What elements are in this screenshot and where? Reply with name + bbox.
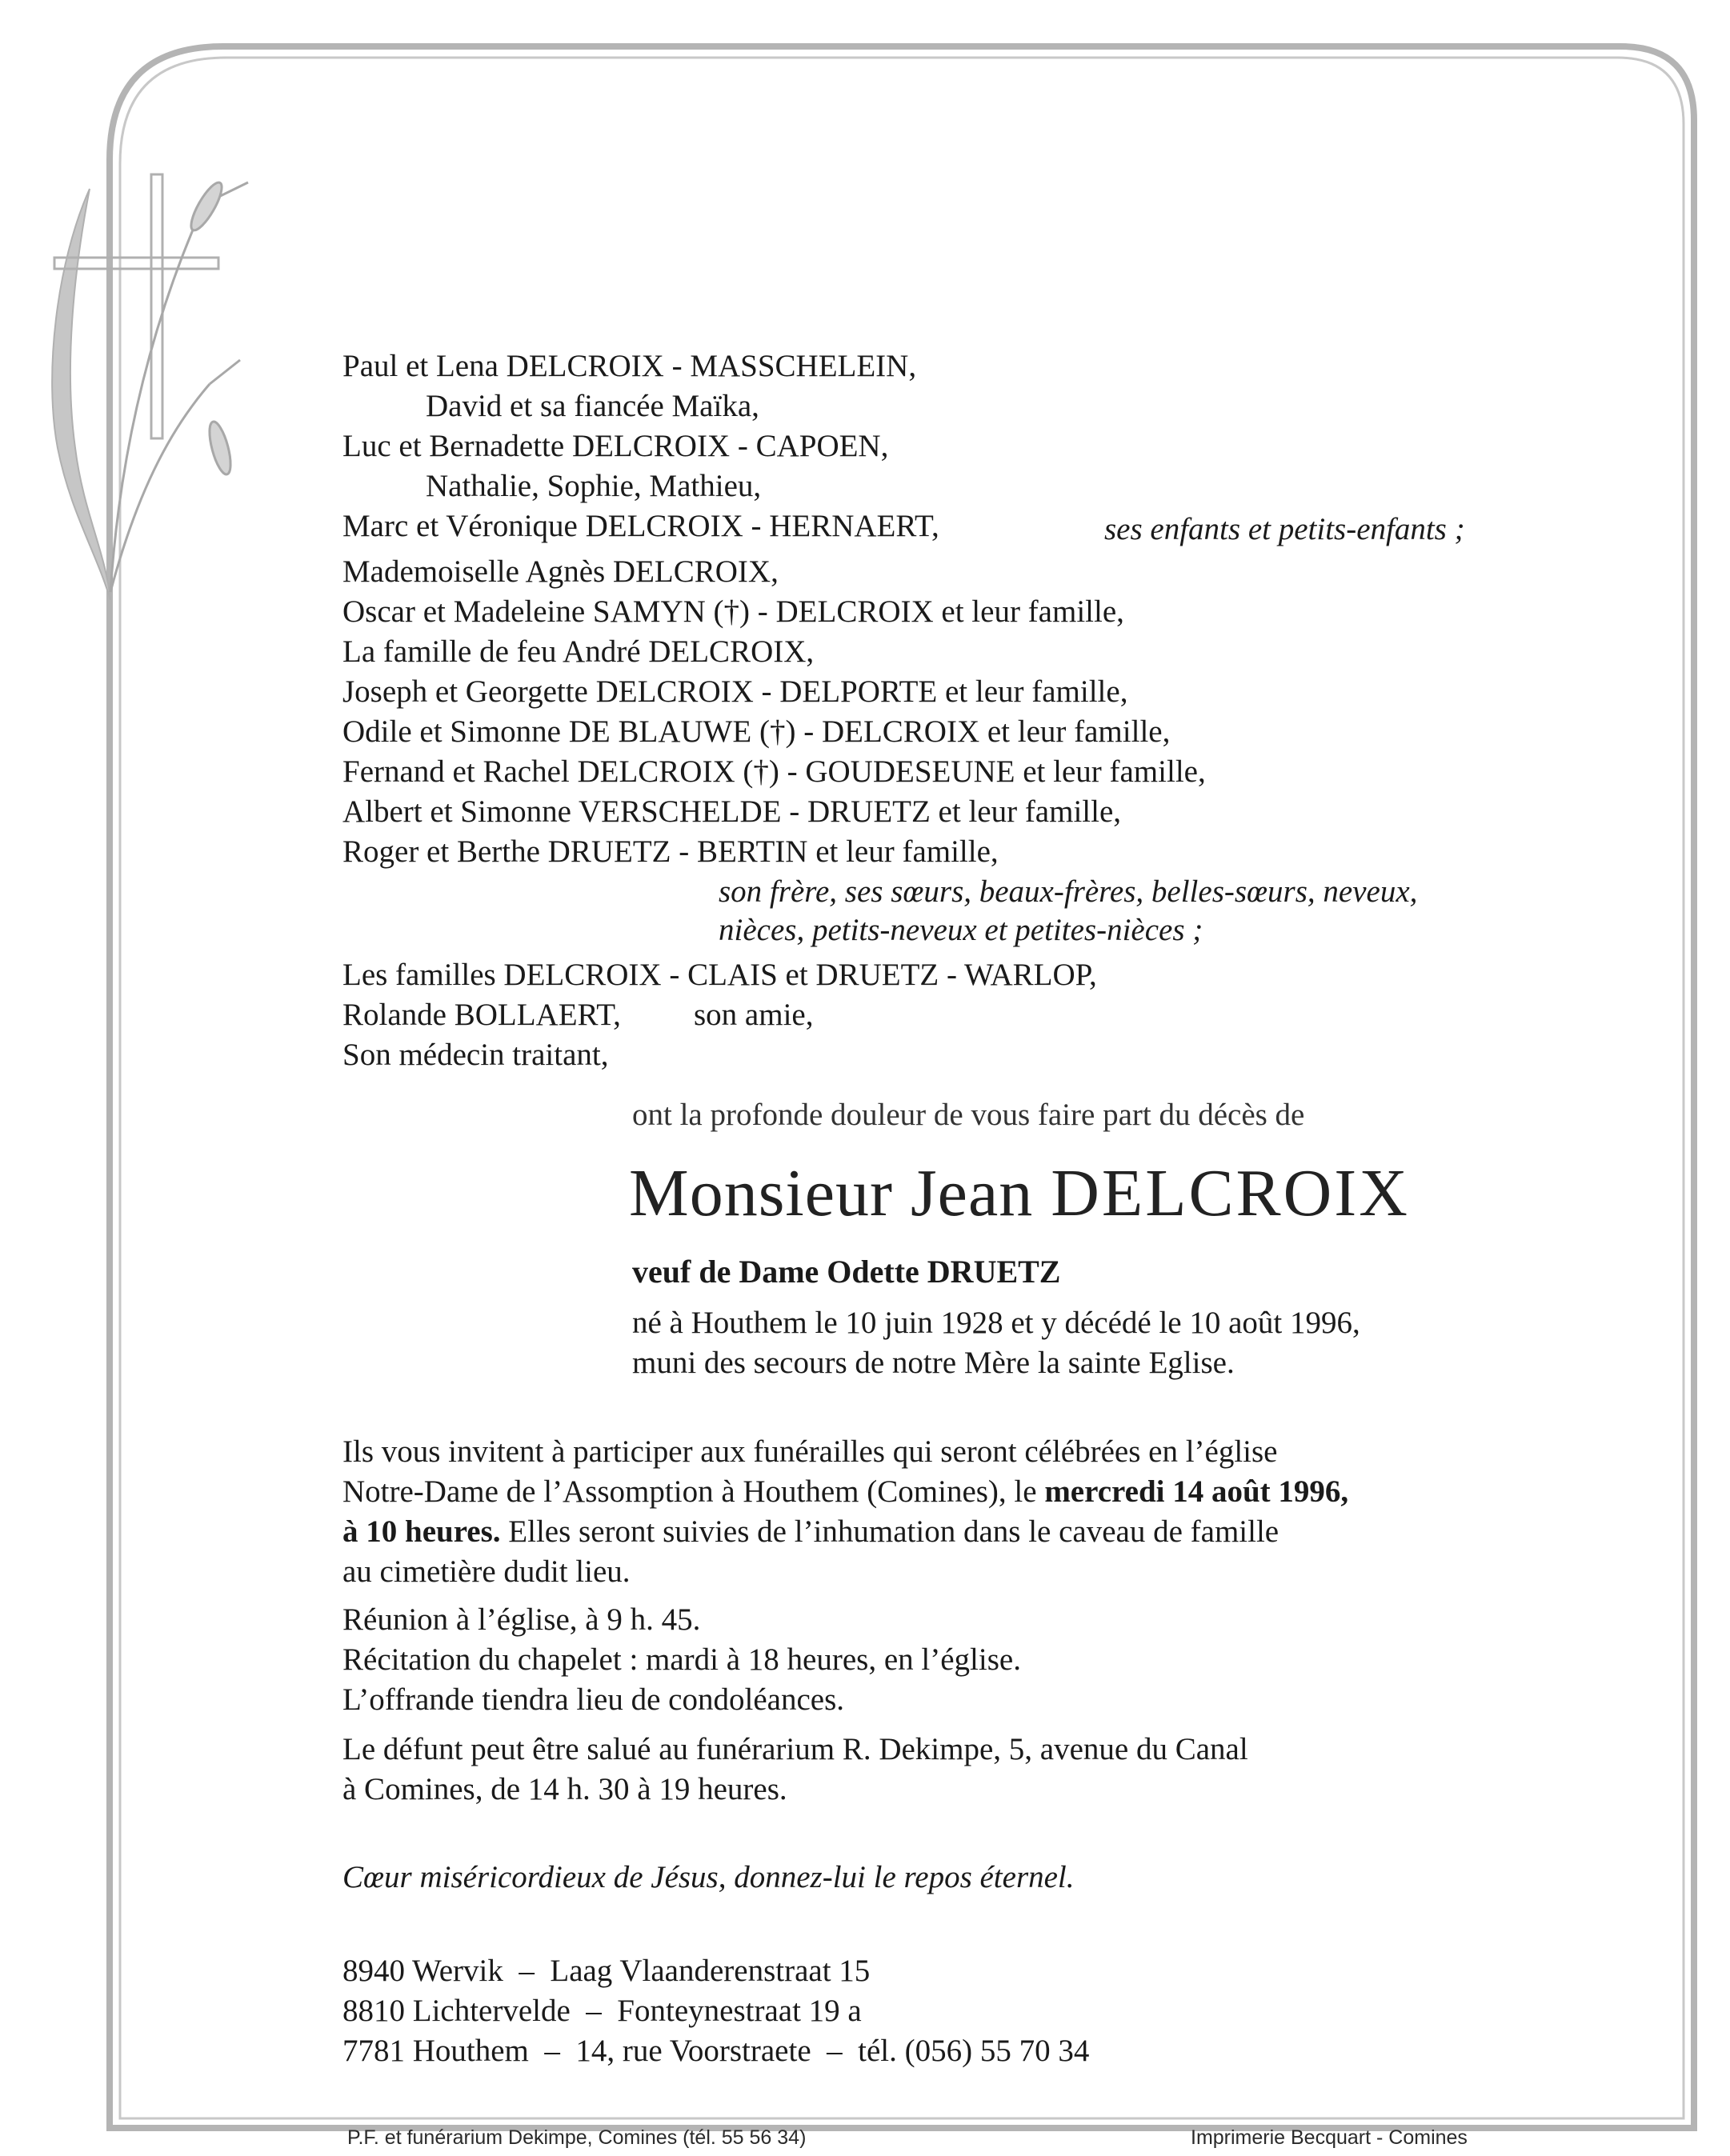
siblings-caption: nièces, petits-neveux et petites-nièces ; <box>719 913 1203 947</box>
family-line: Nathalie, Sophie, Mathieu, <box>426 469 762 503</box>
family-line: Joseph et Georgette DELCROIX - DELPORTE et leur famille, <box>342 674 1128 709</box>
footer-printer: Imprimerie Becquart - Comines <box>1191 2126 1468 2149</box>
friend-caption: son amie, <box>694 998 814 1032</box>
funeral-date: mercredi 14 août 1996, <box>1044 1474 1349 1509</box>
address-line: 8940 Wervik – Laag Vlaanderenstraat 15 <box>342 1954 871 1988</box>
wheat-icon <box>110 179 248 592</box>
sacraments-line: muni des secours de notre Mère la sainte Eglise. <box>632 1346 1235 1380</box>
family-line: Odile et Simonne DE BLAUWE (†) - DELCROIX et leur famille, <box>342 714 1171 749</box>
family-line: Albert et Simonne VERSCHELDE - DRUETZ et leur famille, <box>342 794 1122 829</box>
funeral-time: à 10 heures. <box>342 1514 501 1549</box>
family-line: Oscar et Madeleine SAMYN (†) - DELCROIX et leur famille, <box>342 594 1124 629</box>
family-line: Rolande BOLLAERT, <box>342 998 621 1032</box>
footer-funeral-home: P.F. et funérarium Dekimpe, Comines (tél. 55 56 34) <box>347 2126 807 2149</box>
announcement-intro: ont la profonde douleur de vous faire part du décès de <box>632 1098 1305 1132</box>
deceased-surname: DELCROIX <box>1051 1156 1410 1230</box>
family-line: Marc et Véronique DELCROIX - HERNAERT, <box>342 509 939 543</box>
family-line: Son médecin traitant, <box>342 1038 609 1072</box>
family-line: Paul et Lena DELCROIX - MASSCHELEIN, <box>342 349 917 383</box>
ribbon-decoration <box>52 189 110 600</box>
funeral-line: au cimetière dudit lieu. <box>342 1554 631 1589</box>
funeral-line <box>342 1471 1348 1512</box>
address-line: 8810 Lichtervelde – Fonteynestraat 19 a <box>342 1994 862 2028</box>
address-line: 7781 Houthem – 14, rue Voorstraete – tél. (056) 55 70 34 <box>342 2034 1090 2068</box>
deceased-name <box>629 1155 1410 1232</box>
widow-of: veuf de Dame Odette DRUETZ <box>632 1254 1061 1290</box>
funeral-line: L’offrande tiendra lieu de condoléances. <box>342 1682 844 1717</box>
family-line: Luc et Bernadette DELCROIX - CAPOEN, <box>342 429 889 463</box>
family-line: Les familles DELCROIX - CLAIS et DRUETZ - WARLOP, <box>342 958 1097 992</box>
deceased-name-prefix: Monsieur Jean <box>629 1156 1034 1230</box>
birth-death-line: né à Houthem le 10 juin 1928 et y décédé le 10 août 1996, <box>632 1306 1360 1340</box>
funeral-church: Notre-Dame de l’Assomption à Houthem (Comines), le <box>342 1474 1045 1509</box>
funeral-line: Récitation du chapelet : mardi à 18 heures, en l’église. <box>342 1642 1021 1677</box>
funeral-line: Le défunt peut être salué au funérarium R. Dekimpe, 5, avenue du Canal <box>342 1732 1248 1766</box>
funeral-line: Ils vous invitent à participer aux funérailles qui seront célébrées en l’église <box>342 1434 1278 1469</box>
funeral-burial: Elles seront suivies de l’inhumation dans le caveau de famille <box>500 1514 1279 1549</box>
family-line: David et sa fiancée Maïka, <box>426 389 759 423</box>
family-line: Roger et Berthe DRUETZ - BERTIN et leur famille, <box>342 834 999 869</box>
family-line: Fernand et Rachel DELCROIX (†) - GOUDESEUNE et leur famille, <box>342 754 1206 789</box>
family-line: Mademoiselle Agnès DELCROIX, <box>342 554 779 589</box>
prayer-line: Cœur miséricordieux de Jésus, donnez-lui le repos éternel. <box>342 1860 1075 1894</box>
funeral-line: Réunion à l’église, à 9 h. 45. <box>342 1602 701 1637</box>
funeral-line <box>342 1511 1279 1552</box>
funeral-line: à Comines, de 14 h. 30 à 19 heures. <box>342 1772 787 1806</box>
children-caption: ses enfants et petits-enfants ; <box>1104 512 1465 546</box>
family-line: La famille de feu André DELCROIX, <box>342 634 815 669</box>
siblings-caption: son frère, ses sœurs, beaux-frères, belles-sœurs, neveux, <box>719 874 1418 909</box>
